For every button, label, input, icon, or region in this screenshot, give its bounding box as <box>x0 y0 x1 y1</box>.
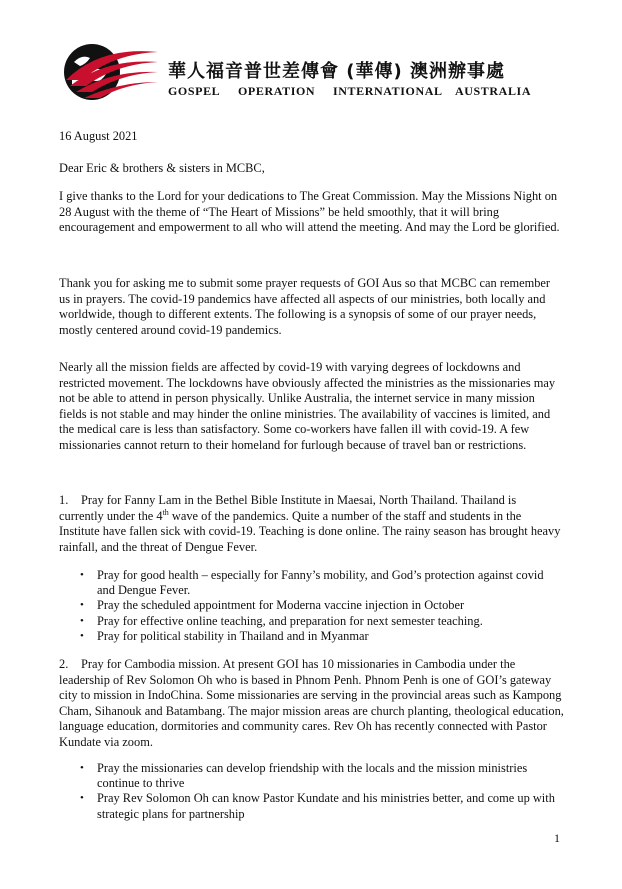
body-paragraph: I give thanks to the Lord for your dedications to The Great Commission. May the Missions Night on 28 August with the theme of “The Heart of Missions” be held smoothly, that it will bring encouragement and empowerment to all who will attend the meeting. And may the Lord be glorified. <box>59 189 560 235</box>
list-item: • Pray for effective online teaching, and preparation for next semester teaching. <box>80 613 483 628</box>
org-name-word: AUSTRALIA <box>455 84 532 98</box>
list-item: • Pray the missionaries can develop friendship with the locals and the mission ministries continue to thrive <box>80 761 528 791</box>
letter-greeting: Dear Eric & brothers & sisters in MCBC, <box>59 161 265 175</box>
prayer-item-2 <box>59 657 564 751</box>
body-paragraph: Thank you for asking me to submit some prayer requests of GOI Aus so that MCBC can remember us in prayers. The covid-19 pandemics have affected all aspects of our ministries, both locally and worldwide, though to different extents. The following is a synopsis of some of our prayer needs, mostly centered around covid-19 pandemics. <box>59 276 551 337</box>
body-paragraph: Nearly all the mission fields are affected by covid-19 with varying degrees of lockdowns and restricted movement. The lockdowns have obviously affected the ministries as the missionaries may not be able to attend in person physically. Unlike Australia, the internet service in many mission fields is not stable and may hinder the online ministries. The availability of vaccines is limited, and the medical care is less than satisfactory. Some co-workers have fallen ill with covid-19. A few missionaries cannot return to their homeland for furlough because of travel ban or restrictions. <box>59 360 556 452</box>
list-item: • Pray for good health – especially for Fanny’s mobility, and God’s protection against covid and Dengue Fever. <box>80 568 544 598</box>
prayer-item-1 <box>59 493 564 555</box>
bullet-icon: • <box>80 614 84 627</box>
org-name-word: INTERNATIONAL <box>333 84 443 98</box>
bullet-icon: • <box>80 762 84 774</box>
bullet-icon: • <box>80 629 84 642</box>
bullet-icon: • <box>80 599 84 612</box>
superscript: th <box>162 507 169 517</box>
org-name-word: GOSPEL <box>168 84 221 98</box>
item-text: Pray for Cambodia mission. At present GOI has 10 missionaries in Cambodia under the leadership of Rev Solomon Oh who is based in Phnom Penh. Phnom Penh is one of GOI’s gateway city to mission in IndoChina. Some missionaries are serving in the provincial areas such as Kampong Cham, Sihanouk and Batambang. The major mission areas are church planting, theological education, language education, dormitories and community cares. Rev Oh has recently connected with Pastor Kundate via zoom. <box>59 657 564 749</box>
item-text: Pray for Fanny Lam in the Bethel Bible Institute in Maesai, North Thailand. Thailand is currently under the 4 <box>59 493 517 523</box>
globe-swoosh-logo-icon <box>60 40 160 104</box>
list-item: • Pray Rev Solomon Oh can know Pastor Kundate and his ministries better, and come up with strategic plans for partnership <box>80 791 555 821</box>
org-name-chinese: 華人福音普世差傳會 (華傳) 澳洲辦事處 <box>168 61 505 82</box>
page-number: 1 <box>554 831 560 845</box>
list-item: • Pray for political stability in Thailand and in Myanmar <box>80 628 369 643</box>
item-number: 2. <box>59 657 69 671</box>
letter-date: 16 August 2021 <box>59 129 138 143</box>
item-text: wave of the pandemics. Quite a number of the staff and students in the Institute have fallen sick with covid-19. Teaching is done online. The rainy season has brought heavy rainfall, and the threat of Dengue Fever. <box>59 508 561 554</box>
org-name-word: OPERATION <box>238 84 316 98</box>
bullet-icon: • <box>80 792 84 805</box>
bullet-icon: • <box>80 569 84 581</box>
prayer-bullet-list <box>79 761 564 822</box>
item-number: 1. <box>59 493 69 507</box>
list-item: • Pray the scheduled appointment for Moderna vaccine injection in October <box>80 598 465 613</box>
prayer-bullet-list <box>79 568 564 644</box>
